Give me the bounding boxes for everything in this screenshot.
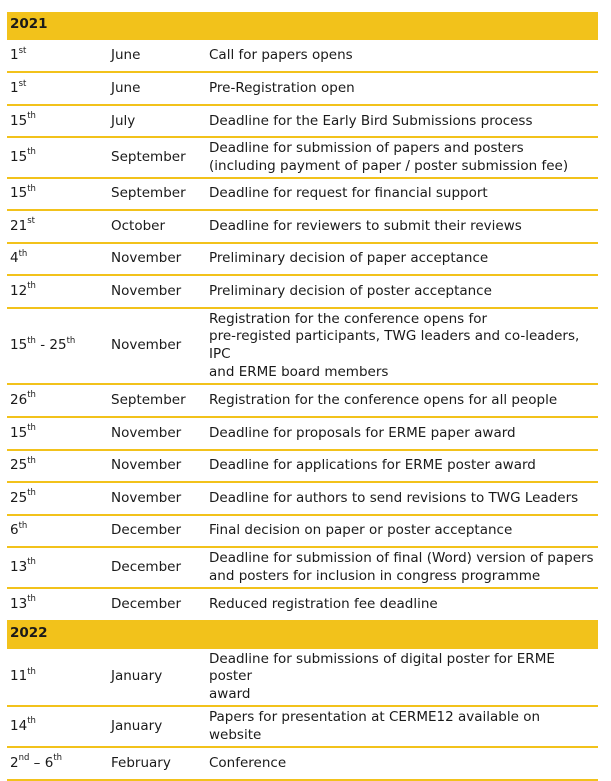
- month-cell: November: [108, 450, 206, 482]
- day-cell: [7, 482, 108, 515]
- day-cell: [7, 275, 108, 308]
- description-line: Deadline for submissions of digital poster for ERME poster: [209, 650, 555, 685]
- month-cell: September: [108, 384, 206, 417]
- day-cell: [7, 72, 108, 105]
- description-cell: [206, 547, 598, 588]
- month-cell: February: [108, 747, 206, 780]
- day-number: 6: [10, 522, 19, 539]
- schedule-row: [7, 137, 598, 178]
- day-cell: [7, 648, 108, 706]
- description-line: Deadline for reviewers to submit their reviews: [209, 217, 522, 234]
- day-ordinal-suffix: th: [27, 281, 36, 292]
- year-label: 2021: [7, 12, 598, 39]
- day-number: 15: [10, 185, 28, 202]
- month-cell: November: [108, 417, 206, 450]
- day-ordinal-suffix: th: [27, 488, 36, 499]
- day-cell: [7, 706, 108, 747]
- description-line: Call for papers opens: [209, 47, 353, 64]
- schedule-row: [7, 243, 598, 275]
- description-line: and posters for inclusion in congress programme: [209, 567, 541, 584]
- description-cell: [206, 384, 598, 417]
- description-line: Final decision on paper or poster acceptance: [209, 522, 513, 539]
- day-cell: [7, 450, 108, 482]
- day-number: 2: [10, 754, 19, 771]
- day-ordinal-suffix: st: [27, 216, 35, 227]
- day-cell: [7, 243, 108, 275]
- description-line: Deadline for proposals for ERME paper award: [209, 424, 516, 441]
- description-line: Registration for the conference opens for: [209, 310, 488, 327]
- description-line: Deadline for submission of papers and posters: [209, 140, 524, 156]
- month-cell: December: [108, 515, 206, 547]
- month-cell: June: [108, 72, 206, 105]
- description-line: Deadline for submission of final (Word) version of papers: [209, 549, 594, 566]
- day-cell: [7, 747, 108, 780]
- day-number: 15: [10, 148, 28, 165]
- day-number: 21: [10, 217, 28, 234]
- day-cell: [7, 547, 108, 588]
- schedule-body: [7, 12, 598, 780]
- schedule-row: [7, 648, 598, 706]
- day-ordinal-suffix: th: [27, 147, 36, 158]
- day-cell: [7, 308, 108, 384]
- month-cell: November: [108, 243, 206, 275]
- description-line: Deadline for the Early Bird Submissions process: [209, 112, 533, 129]
- description-cell: [206, 515, 598, 547]
- description-line: Preliminary decision of poster acceptance: [209, 282, 492, 299]
- month-cell: January: [108, 648, 206, 706]
- day-number: 15: [10, 424, 28, 441]
- day-number: 15: [10, 112, 28, 129]
- day-number: 13: [10, 558, 28, 575]
- description-cell: [206, 747, 598, 780]
- year-header-row: [7, 12, 598, 39]
- month-cell: October: [108, 210, 206, 243]
- day-number: 25: [10, 489, 28, 506]
- description-cell: [206, 178, 598, 210]
- description-line: Deadline for applications for ERME poster award: [209, 457, 536, 474]
- day-cell: [7, 210, 108, 243]
- month-cell: January: [108, 706, 206, 747]
- month-cell: November: [108, 482, 206, 515]
- schedule-row: [7, 275, 598, 308]
- day-ordinal-suffix: th: [27, 111, 36, 122]
- description-line: Deadline for request for financial support: [209, 185, 488, 202]
- day-number: 1: [10, 47, 19, 64]
- day-cell: [7, 417, 108, 450]
- day-number: 1: [10, 80, 19, 97]
- day-ordinal-suffix: st: [18, 45, 27, 56]
- schedule-row: [7, 515, 598, 547]
- description-line: Reduced registration fee deadline: [209, 595, 438, 612]
- description-line: Preliminary decision of paper acceptance: [209, 250, 489, 267]
- day-number: 26: [10, 391, 28, 408]
- day-cell: [7, 588, 108, 621]
- schedule-row: [7, 547, 598, 588]
- day-ordinal-suffix: th: [27, 594, 36, 605]
- day-ordinal-suffix: th: [18, 248, 28, 259]
- day-number: 4: [10, 250, 19, 267]
- description-cell: [206, 588, 598, 621]
- description-cell: [206, 482, 598, 515]
- day-cell: [7, 384, 108, 417]
- day-ordinal-suffix: th: [66, 335, 76, 346]
- description-cell: [206, 39, 598, 72]
- schedule-row: [7, 417, 598, 450]
- month-cell: November: [108, 275, 206, 308]
- description-line: Pre-Registration open: [209, 80, 355, 97]
- day-number: – 6: [29, 754, 54, 771]
- day-ordinal-suffix: th: [27, 335, 36, 346]
- year-label: 2022: [7, 621, 598, 648]
- day-ordinal-suffix: th: [27, 183, 36, 194]
- day-ordinal-suffix: st: [18, 78, 27, 89]
- description-line: Registration for the conference opens for all people: [209, 391, 558, 408]
- schedule-row: [7, 308, 598, 384]
- schedule-row: [7, 39, 598, 72]
- day-ordinal-suffix: th: [27, 557, 36, 568]
- description-cell: [206, 706, 598, 747]
- schedule-row: [7, 384, 598, 417]
- schedule-table: [7, 12, 598, 781]
- description-line: Deadline for authors to send revisions to TWG Leaders: [209, 489, 579, 506]
- description-cell: [206, 105, 598, 137]
- description-cell: [206, 72, 598, 105]
- day-number: 14: [10, 717, 28, 734]
- description-line: award: [209, 686, 251, 703]
- year-header-row: [7, 621, 598, 648]
- day-ordinal-suffix: th: [27, 455, 36, 466]
- schedule-row: [7, 482, 598, 515]
- description-cell: [206, 308, 598, 384]
- schedule-row: [7, 105, 598, 137]
- day-number: 12: [10, 282, 28, 299]
- description-line: and ERME board members: [209, 364, 389, 381]
- schedule-row: [7, 588, 598, 621]
- description-cell: [206, 417, 598, 450]
- day-cell: [7, 39, 108, 72]
- description-line: Conference: [209, 754, 287, 771]
- description-cell: [206, 137, 598, 178]
- day-ordinal-suffix: th: [53, 753, 63, 764]
- day-number: 11: [10, 668, 28, 685]
- schedule-row: [7, 450, 598, 482]
- day-ordinal-suffix: th: [27, 666, 36, 677]
- month-cell: December: [108, 588, 206, 621]
- month-cell: July: [108, 105, 206, 137]
- month-cell: November: [108, 308, 206, 384]
- day-number: 25: [10, 457, 28, 474]
- description-cell: [206, 210, 598, 243]
- day-number: 15: [10, 337, 28, 354]
- day-cell: [7, 137, 108, 178]
- description-line: (including payment of paper / poster submission fee): [209, 157, 569, 174]
- day-cell: [7, 105, 108, 137]
- schedule-row: [7, 706, 598, 747]
- schedule-row: [7, 747, 598, 780]
- schedule-row: [7, 72, 598, 105]
- month-cell: December: [108, 547, 206, 588]
- day-ordinal-suffix: th: [18, 520, 28, 531]
- description-cell: [206, 648, 598, 706]
- day-cell: [7, 178, 108, 210]
- day-ordinal-suffix: nd: [18, 753, 30, 764]
- description-cell: [206, 450, 598, 482]
- day-ordinal-suffix: th: [27, 423, 36, 434]
- schedule-row: [7, 178, 598, 210]
- schedule-row: [7, 210, 598, 243]
- month-cell: June: [108, 39, 206, 72]
- day-number: - 25: [35, 337, 67, 354]
- description-cell: [206, 275, 598, 308]
- day-number: 13: [10, 595, 28, 612]
- day-ordinal-suffix: th: [27, 716, 36, 727]
- day-ordinal-suffix: th: [27, 390, 36, 401]
- month-cell: September: [108, 178, 206, 210]
- description-cell: [206, 243, 598, 275]
- description-line: Papers for presentation at CERME12 available on website: [209, 708, 541, 743]
- day-cell: [7, 515, 108, 547]
- description-line: pre-registed participants, TWG leaders and co-leaders, IPC: [209, 328, 580, 363]
- month-cell: September: [108, 137, 206, 178]
